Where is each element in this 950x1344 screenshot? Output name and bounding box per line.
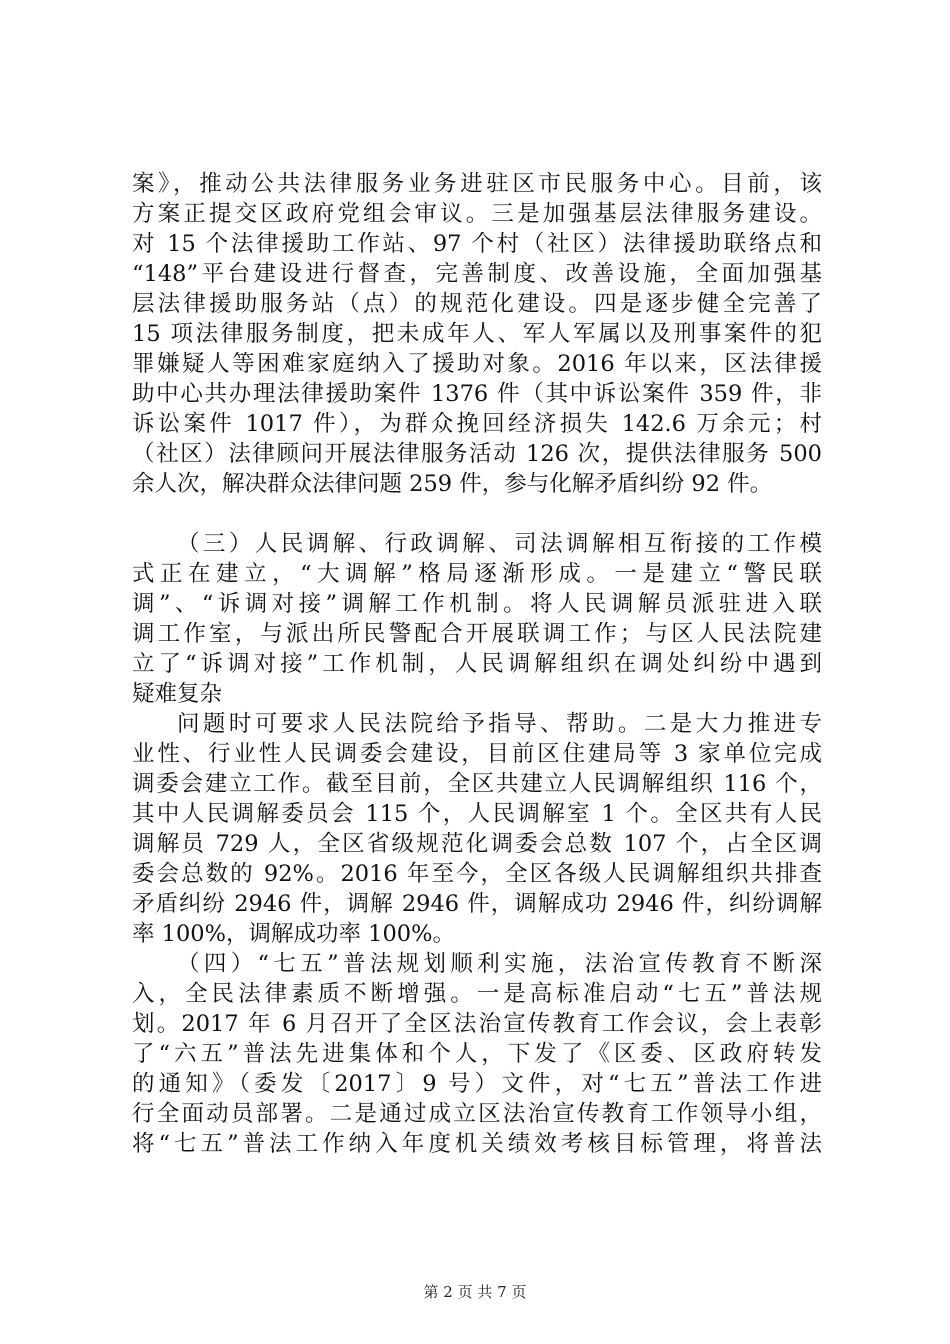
text-line: 调委会建立工作。截至目前，全区共建立人民调解组织 116 个， xyxy=(132,771,822,797)
text-line: 委会总数的 92%。2016 年至今，全区各级人民调解组织共排查 xyxy=(132,861,822,887)
text-line: （三）人民调解、行政调解、司法调解相互衔接的工作模 xyxy=(177,531,822,557)
text-line: 15 项法律服务制度，把未成年人、军人军属以及刑事案件的犯 xyxy=(132,321,822,347)
text-line: 问题时可要求人民法院给予指导、帮助。二是大力推进专 xyxy=(177,711,822,737)
text-line: 划。2017 年 6 月召开了全区法治宣传教育工作会议，会上表彰 xyxy=(132,1011,822,1037)
text-line: （四）“七五”普法规划顺利实施，法治宣传教育不断深 xyxy=(177,951,822,977)
text-line: 的通知》（委发〔2017〕9 号）文件，对“七五”普法工作进 xyxy=(132,1071,822,1097)
text-line: 入，全民法律素质不断增强。一是高标准启动“七五”普法规 xyxy=(132,981,822,1007)
text-line: 对 15 个法律援助工作站、97 个村（社区）法律援助联络点和 xyxy=(132,231,822,257)
paragraph-legal-education xyxy=(132,949,822,1159)
text-line: 业性、行业性人民调委会建设，目前区住建局等 3 家单位完成 xyxy=(132,741,822,767)
text-line: 调解员 729 人，全区省级规范化调委会总数 107 个，占全区调 xyxy=(132,831,822,857)
text-line: 案》，推动公共法律服务业务进驻区市民服务中心。目前，该 xyxy=(132,171,822,197)
text-line: “148”平台建设进行督查，完善制度、改善设施，全面加强基 xyxy=(132,261,822,287)
text-line: 其中人民调解委员会 115 个，人民调解室 1 个。全区共有人民 xyxy=(132,801,822,827)
text-line: 了“六五”普法先进集体和个人，下发了《区委、区政府转发 xyxy=(132,1041,822,1067)
text-line: 诉讼案件 1017 件），为群众挽回经济损失 142.6 万余元；村 xyxy=(132,411,822,437)
paragraph-legal-aid xyxy=(132,169,822,499)
text-line: 行全面动员部署。二是通过成立区法治宣传教育工作领导小组， xyxy=(132,1101,822,1127)
text-line: 立了“诉调对接”工作机制，人民调解组织在调处纠纷中遇到 xyxy=(132,651,822,677)
text-line: 层法律援助服务站（点）的规范化建设。四是逐步健全完善了 xyxy=(132,291,822,317)
text-line: 疑难复杂 xyxy=(132,681,223,707)
text-line: 罪嫌疑人等困难家庭纳入了援助对象。2016 年以来，区法律援 xyxy=(132,351,822,377)
paragraph-mediation xyxy=(132,529,822,709)
text-line: 方案正提交区政府党组会审议。三是加强基层法律服务建设。 xyxy=(132,201,822,227)
paragraph-mediation-continued xyxy=(132,709,822,949)
text-line: （社区）法律顾问开展法律服务活动 126 次，提供法律服务 500 xyxy=(132,441,822,467)
text-line: 助中心共办理法律援助案件 1376 件（其中诉讼案件 359 件，非 xyxy=(132,381,822,407)
paragraph-gap xyxy=(132,499,822,529)
text-line: 调工作室，与派出所民警配合开展联调工作；与区人民法院建 xyxy=(132,621,822,647)
page-number-footer: 第 2 页 共 7 页 xyxy=(423,1283,527,1301)
text-line: 将“七五”普法工作纳入年度机关绩效考核目标管理，将普法 xyxy=(132,1131,822,1157)
page-body xyxy=(132,169,822,1159)
text-line: 余人次，解决群众法律问题 259 件，参与化解矛盾纠纷 92 件。 xyxy=(132,471,773,497)
text-line: 式正在建立，“大调解”格局逐渐形成。一是建立“警民联 xyxy=(132,561,822,587)
text-line: 率 100%，调解成功率 100%。 xyxy=(132,921,455,947)
text-line: 矛盾纠纷 2946 件，调解 2946 件，调解成功 2946 件，纠纷调解 xyxy=(132,891,822,917)
text-line: 调”、“诉调对接”调解工作机制。将人民调解员派驻进入联 xyxy=(132,591,822,617)
